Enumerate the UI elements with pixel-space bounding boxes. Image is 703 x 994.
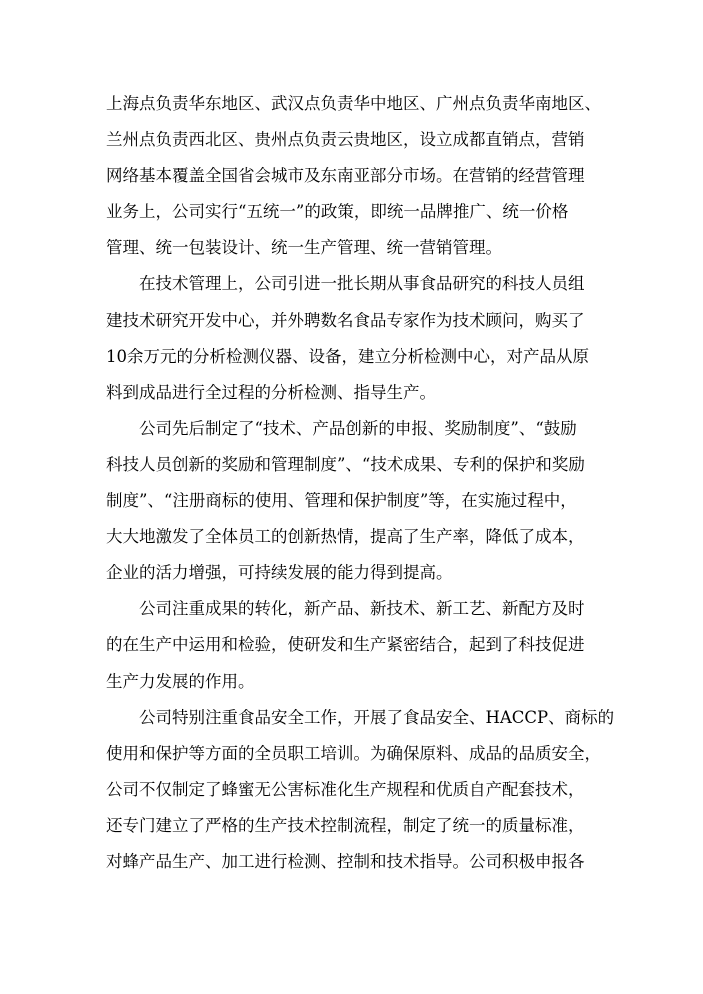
text-line: 业务上，公司实行“五统一”的政策，即统一品牌推广、统一价格 bbox=[106, 202, 569, 222]
paragraph-food-safety bbox=[106, 700, 615, 880]
text-line: 上海点负责华东地区、武汉点负责华中地区、广州点负责华南地区、 bbox=[106, 94, 601, 113]
text-line: 企业的活力增强，可持续发展的能力得到提高。 bbox=[106, 563, 453, 583]
paragraph-marketing-network bbox=[106, 86, 600, 266]
body-text bbox=[106, 86, 615, 880]
text-line: 公司特别注重食品安全工作，开展了食品安全、HACCP、商标的 bbox=[139, 707, 615, 727]
text-line: 使用和保护等方面的全员职工培训。为确保原料、成品的品质安全， bbox=[106, 743, 601, 763]
text-line: 的在生产中运用和检验，使研发和生产紧密结合，起到了科技促进 bbox=[106, 635, 585, 655]
paragraph-achievement-transformation bbox=[106, 591, 600, 699]
text-line: 大大地激发了全体员工的创新热情，提高了生产率，降低了成本， bbox=[106, 527, 585, 547]
text-line: 10余万元的分析检测仪器、设备，建立分析检测中心，对产品从原 bbox=[106, 346, 589, 366]
text-line: 生产力发展的作用。 bbox=[106, 671, 255, 691]
text-line: 还专门建立了严格的生产技术控制流程，制定了统一的质量标准， bbox=[106, 815, 585, 835]
text-line: 建技术研究开发中心，并外聘数名食品专家作为技术顾问，购买了 bbox=[106, 310, 585, 330]
paragraph-technical-management bbox=[106, 266, 600, 410]
text-line: 在技术管理上，公司引进一批长期从事食品研究的科技人员组 bbox=[139, 274, 585, 294]
text-line: 料到成品进行全过程的分析检测、指导生产。 bbox=[106, 382, 436, 402]
text-line: 对蜂产品生产、加工进行检测、控制和技术指导。公司积极申报各 bbox=[106, 851, 585, 871]
text-line: 公司先后制定了“技术、产品创新的申报、奖励制度”、“鼓励 bbox=[139, 418, 577, 438]
text-line: 网络基本覆盖全国省会城市及东南亚部分市场。在营销的经营管理 bbox=[106, 166, 585, 186]
text-line: 制度”、“注册商标的使用、管理和保护制度”等，在实施过程中， bbox=[106, 491, 577, 511]
text-line: 公司不仅制定了蜂蜜无公害标准化生产规程和优质自产配套技术， bbox=[106, 779, 585, 799]
text-line: 公司注重成果的转化，新产品、新技术、新工艺、新配方及时 bbox=[139, 599, 585, 619]
paragraph-innovation-system bbox=[106, 411, 600, 591]
text-line: 兰州点负责西北区、贵州点负责云贵地区，设立成都直销点，营销 bbox=[106, 130, 585, 150]
text-line: 科技人员创新的奖励和管理制度”、“技术成果、专利的保护和奖励 bbox=[106, 454, 585, 474]
text-line: 管理、统一包装设计、统一生产管理、统一营销管理。 bbox=[106, 238, 502, 258]
